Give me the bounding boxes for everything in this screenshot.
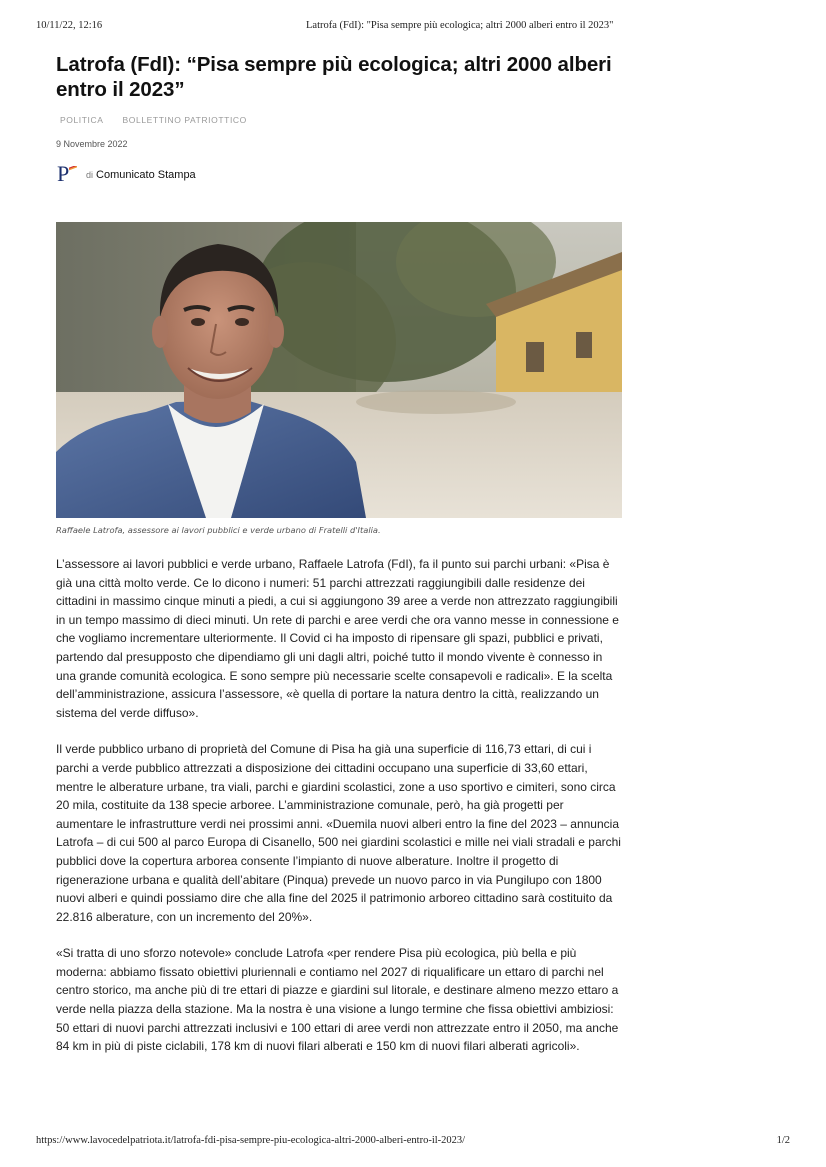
category-politica[interactable]: POLITICA	[60, 115, 104, 125]
flag-stripe-icon	[69, 166, 77, 171]
p-logo-icon: P	[56, 164, 78, 186]
article-header	[56, 52, 622, 187]
article-paragraph-2: Il verde pubblico urbano di proprietà del Comune di Pisa ha già una superficie di 116,73 ettari, di cui i parchi a verde pubblico attrezzati a disposizione dei cittadini occupano una superficie di 33,60 ettari, mentre le alberature urbane, tra viali, parchi e giardini scolastici, zone a uso sportivo e cimiteri, sono circa 20 mila, costituite da 138 specie arboree. L’amministrazione comunale, però, ha già progetti per aumentare le infrastrutture verdi nei prossimi anni. «Duemila nuovi alberi entro la fine del 2023 – annuncia Latrofa – di cui 500 al parco Europa di Cisanello, 500 nei giardini scolastici e mille nei viali stradali e parchi pubblici dove la copertura arborea consente l’impianto di nuove alberature. Inoltre il progetto di rigenerazione urbana e qualità dell’abitare (Pinqua) prevede un nuovo parco in via Pungilupo con 1800 nuovi alberi e quindi possiamo dire che alla fine del 2025 il patrimonio arboreo cittadino sarà costituito da 22.816 alberature, con un incremento del 20%».	[56, 742, 621, 924]
author-line	[56, 163, 622, 187]
author-prefix: di	[86, 170, 94, 180]
print-document-title: Latrofa (FdI): "Pisa sempre più ecologica; altri 2000 alberi entro il 2023"	[306, 20, 614, 31]
article-date: 9 Novembre 2022	[56, 139, 128, 149]
article-paragraph-3: «Si tratta di uno sforzo notevole» conclude Latrofa «per rendere Pisa più ecologica, più bella e più moderna: abbiamo fissato obiettivi pluriennali e contiamo nel 2027 di riqualificare un ettaro di parchi nel centro storico, ma anche più di tre ettari di piazze e giardini sul litorale, e destinare almeno mezzo ettaro a verde nella piazza della stazione. Ma la nostra è una visione a lungo termine che fissa obiettivi ambiziosi: 50 ettari di nuovi parchi attrezzati inclusivi e 100 ettari di aree verdi non attrezzate entro il 2050, ma anche 84 km in più di piste ciclabili, 178 km di nuovi filari alberati e 150 km di nuovi filari alberati agricoli».	[56, 946, 619, 1054]
print-header	[36, 20, 790, 34]
print-page-number: 1/2	[776, 1135, 790, 1146]
print-page-url: https://www.lavocedelpatriota.it/latrofa-fdi-pisa-sempre-piu-ecologica-altri-2000-alberi-entro-il-2023/	[36, 1135, 466, 1146]
image-caption: Raffaele Latrofa, assessore ai lavori pubblici e verde urbano di Fratelli d'Italia.	[56, 525, 381, 535]
article-headline: Latrofa (FdI): “Pisa sempre più ecologica; altri 2000 alberi entro il 2023”	[56, 53, 612, 101]
category-list	[56, 115, 622, 125]
article-paragraph-1: L’assessore ai lavori pubblici e verde urbano, Raffaele Latrofa (FdI), fa il punto sui parchi urbani: «Pisa è già una città molto verde. Ce lo dicono i numeri: 51 parchi attrezzati raggiungibili dalle residenze dei cittadini in massimo cinque minuti a piedi, a cui si aggiungono 39 aree a verde non attrezzato raggiungibili in un tempo massimo di dieci minuti. Un rete di parchi e aree verdi che ora vanno messe in connessione e che vogliamo incrementare ulteriormente. Il Covid ci ha imposto di ripensare gli spazi, pubblici e privati, partendo dal presupposto che dipendiamo gli uni dagli altri, poiché tutto il mondo vivente è connesso in una grande comunità ecologica. E sono sempre più necessarie scelte consapevoli e radicali». E la scelta dell’amministrazione, assicura l’assessore, «è quella di portare la natura dentro la città, realizzando un sistema del verde diffuso».	[56, 557, 619, 720]
article-body	[56, 555, 624, 1074]
author-name-link[interactable]: Comunicato Stampa	[96, 169, 196, 181]
print-footer	[36, 1135, 790, 1149]
article-photo	[56, 222, 622, 518]
portrait-photo-illustration	[56, 222, 622, 518]
print-timestamp: 10/11/22, 12:16	[36, 20, 103, 31]
category-bollettino-patriottico[interactable]: BOLLETTINO PATRIOTTICO	[122, 115, 247, 125]
